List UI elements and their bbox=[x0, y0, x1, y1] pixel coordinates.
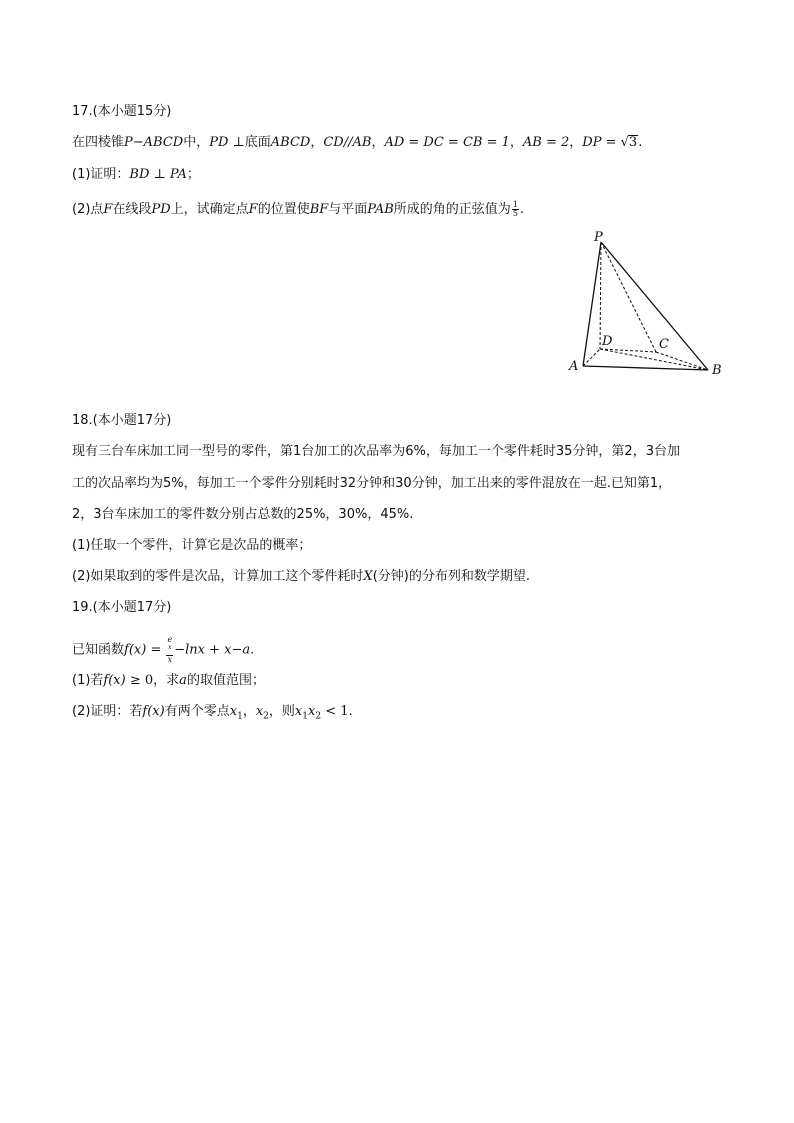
q17-part2: (2)点F在线段PD上，试确定点F的位置使BF与平面PAB所成的角的正弦值为 $\frac{1}{5}$ . bbox=[72, 200, 525, 218]
edge-DC bbox=[600, 349, 656, 352]
q19-part1: (1)若f(x) ≥ 0，求a的取值范围； bbox=[72, 673, 265, 688]
fraction-one-fifth: $\frac{1}{5}$ bbox=[512, 200, 518, 218]
q18-line2: 工的次品率均为5%，每加工一个零件分别耗时32分钟和30分钟，加工出来的零件混放在一起.已知第1， bbox=[72, 476, 672, 491]
sqrt-symbol: √ bbox=[620, 135, 629, 150]
q19-header: 19.(本小题17分) bbox=[72, 600, 172, 615]
pyramid-hidden-edges bbox=[583, 242, 708, 370]
q17-header: 17.(本小题15分) bbox=[72, 104, 172, 119]
edge-PA bbox=[583, 242, 601, 366]
label-D: D bbox=[602, 334, 613, 349]
edge-PB bbox=[601, 242, 708, 370]
q18-line3: 2，3台车床加工的零件数分别占总数的25%，30%，45%. bbox=[72, 507, 414, 522]
q18-part2: (2)如果取到的零件是次品，计算加工这个零件耗时X(分钟)的分布列和数学期望. bbox=[72, 569, 530, 584]
q18-part1: (1)任取一个零件，计算它是次品的概率； bbox=[72, 538, 312, 553]
fraction-ex-over-x: e $^x$ x bbox=[167, 635, 173, 664]
label-P: P bbox=[594, 230, 603, 245]
q19-stem: 已知函数f(x) = e $^x$ x −lnx + x−a. bbox=[72, 635, 255, 664]
pyramid-solid-edges bbox=[583, 242, 708, 370]
q17-part1: (1)证明：BD ⊥ PA； bbox=[72, 167, 200, 182]
q17-stem: 在四棱锥P−ABCD中，PD ⊥底面ABCD，CD//AB，AD = DC = CB = 1，AB = 2，DP = √3. bbox=[72, 135, 643, 150]
label-C: C bbox=[659, 337, 669, 352]
label-A: A bbox=[569, 359, 579, 374]
q19-part2: (2)证明：若f(x)有两个零点$x_1$，$x_2$，则$x_1x_2 < 1$. bbox=[72, 704, 353, 722]
pyramid-figure bbox=[566, 224, 726, 382]
sqrt-radicand: 3 bbox=[628, 135, 638, 150]
label-B: B bbox=[712, 363, 722, 378]
edge-PD bbox=[600, 242, 601, 349]
q18-header: 18.(本小题17分) bbox=[72, 413, 172, 428]
q18-line1: 现有三台车床加工同一型号的零件，第1台加工的次品率为6%，每加工一个零件耗时35分钟，第2，3台加 bbox=[72, 444, 680, 459]
